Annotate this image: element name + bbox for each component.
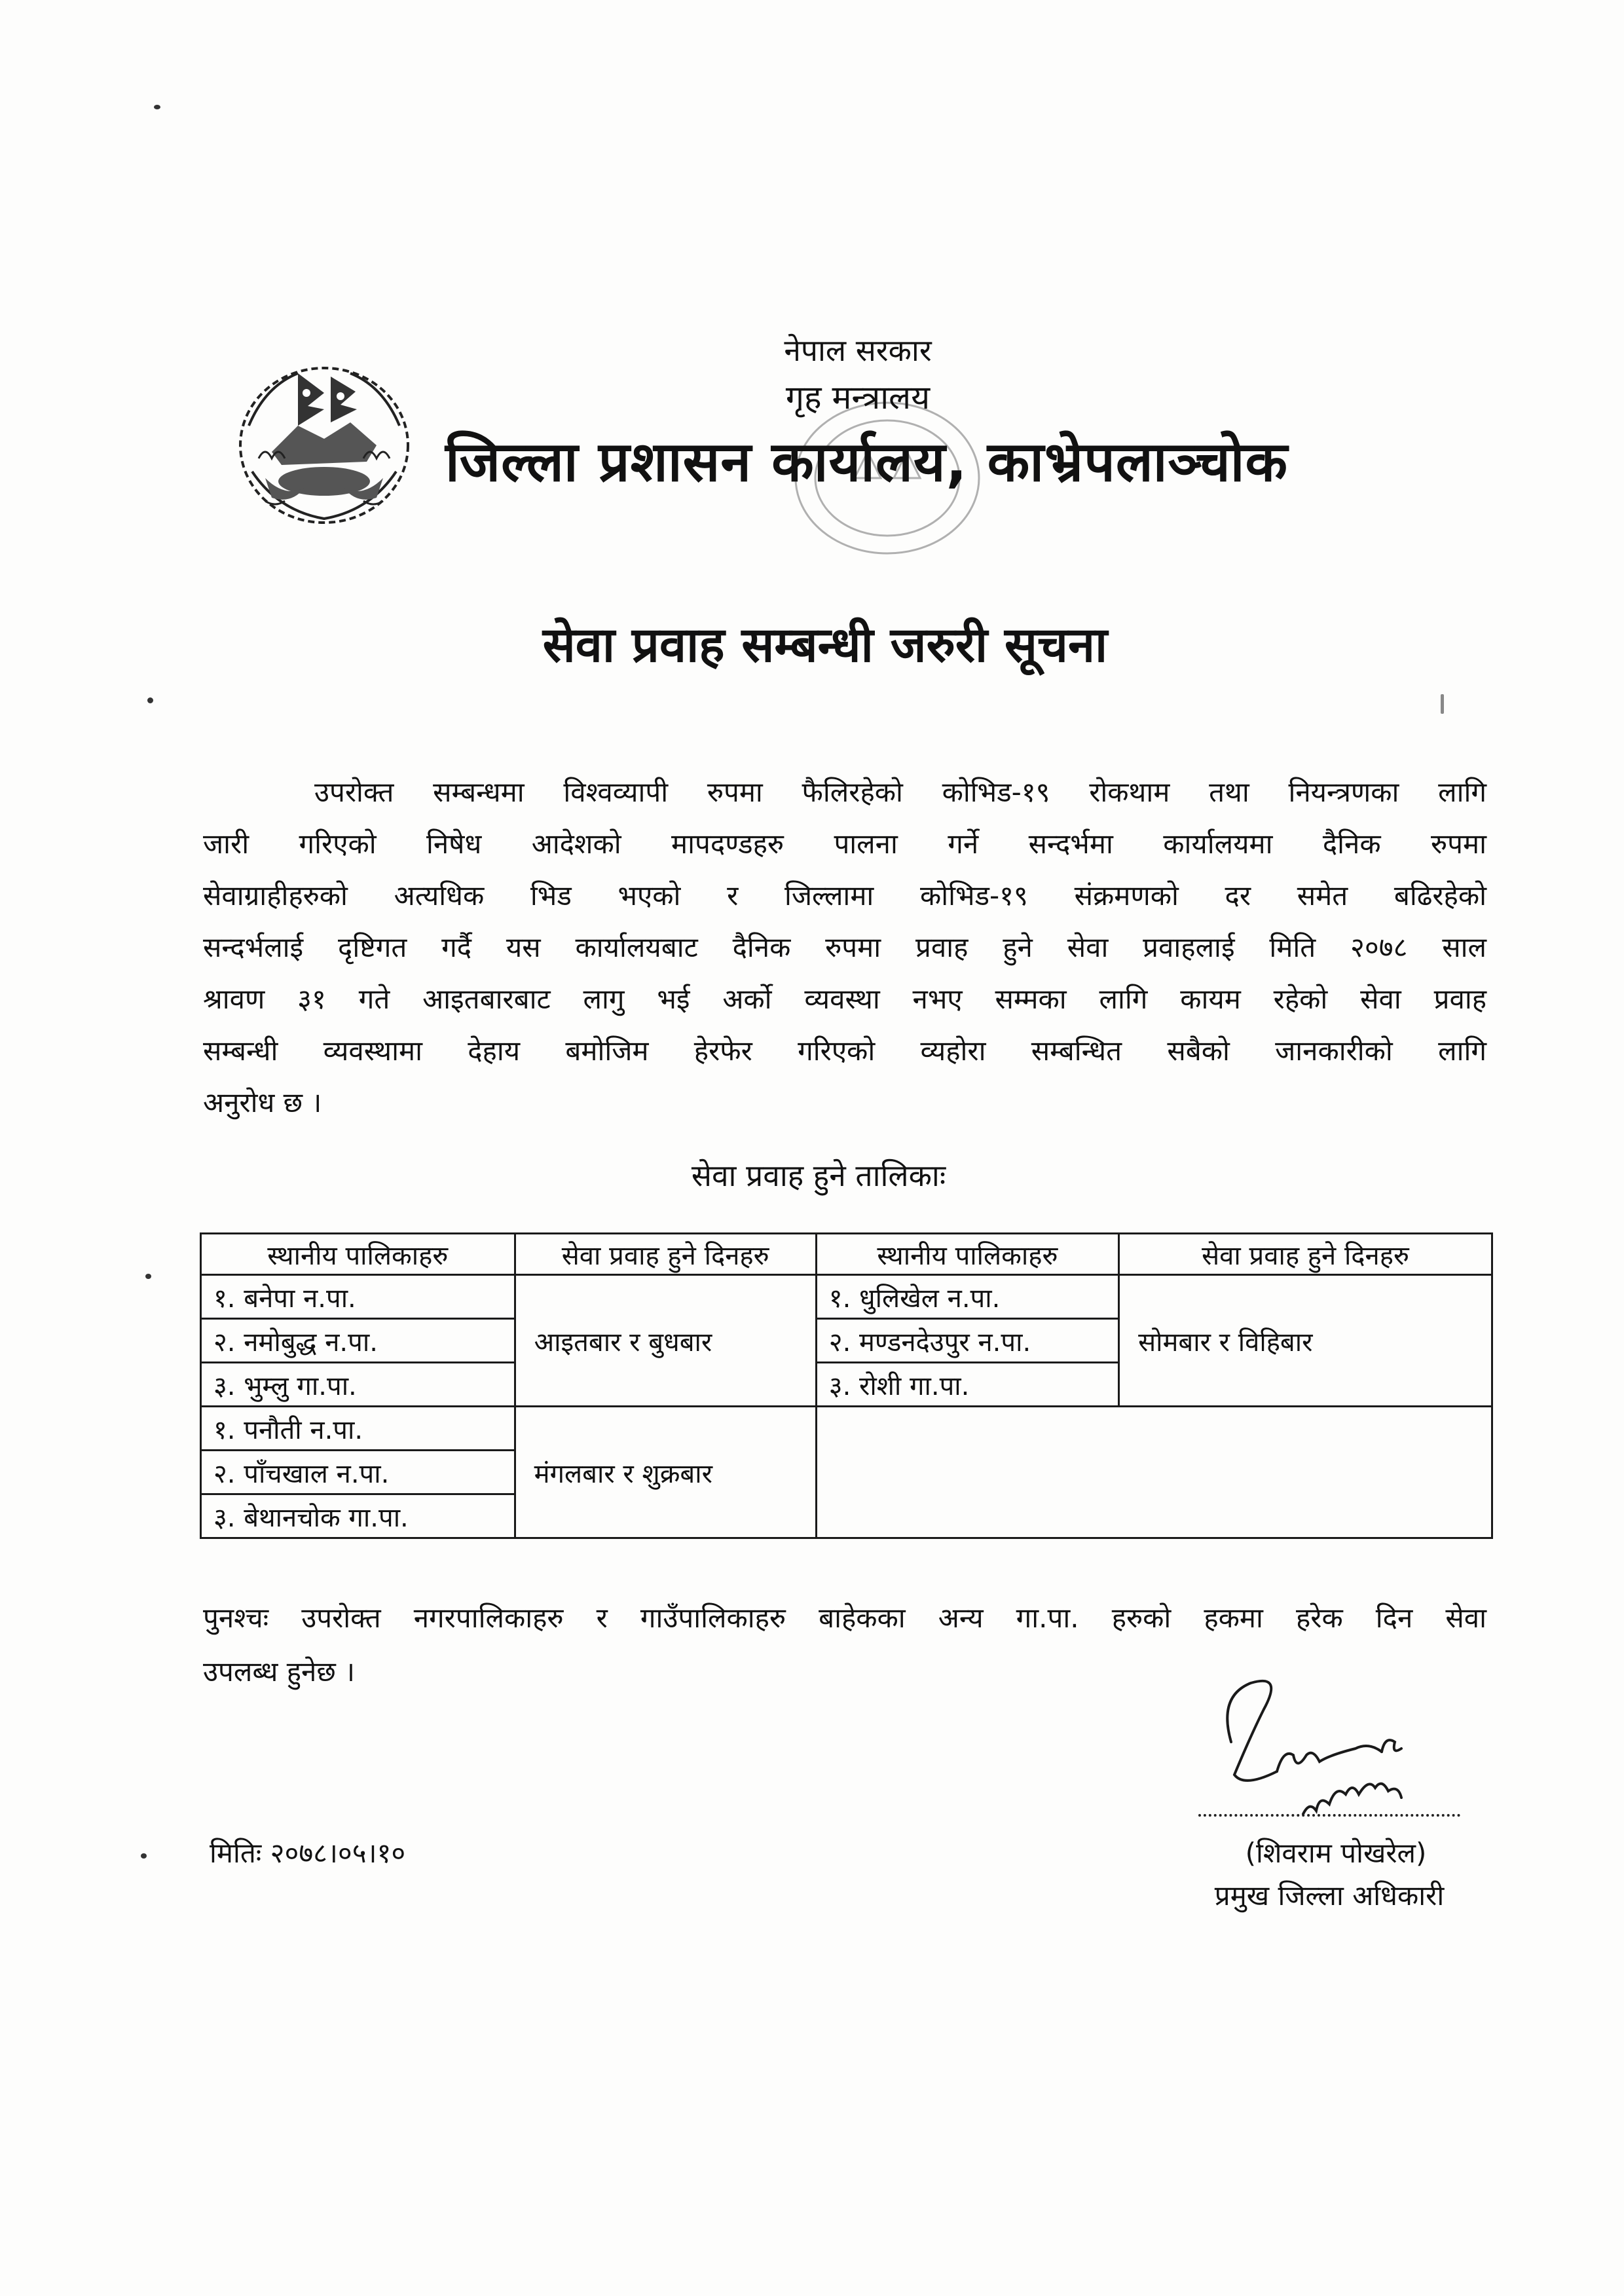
header-municipalities: स्थानीय पालिकाहरु — [201, 1234, 515, 1275]
municipality-cell: २. पाँचखाल न.पा. — [201, 1451, 515, 1494]
ministry-name: गृह मन्त्रालय — [785, 379, 931, 417]
scan-speck — [1441, 694, 1444, 714]
postscript-line: पुनश्चः उपरोक्त नगरपालिकाहरु र गाउँपालिकाहरु बाहेकका अन्य गा.पा. हरुको हकमा हरेक दिन सेवा — [203, 1602, 1486, 1634]
body-line: अनुरोध छ । — [203, 1086, 322, 1119]
header-service-days: सेवा प्रवाह हुने दिनहरु — [1119, 1234, 1492, 1275]
body-line: सेवाग्राहीहरुको अत्यधिक भिड भएको र जिल्लामा कोभिड-१९ संक्रमणको दर समेत बढिरहेको — [203, 880, 1486, 912]
empty-cell — [816, 1407, 1492, 1538]
scan-speck — [141, 1853, 147, 1859]
municipality-cell: ३. बेथानचोक गा.पा. — [201, 1494, 515, 1538]
notice-heading: सेवा प्रवाह सम्बन्धी जरुरी सूचना — [542, 617, 1108, 673]
notice-body — [203, 766, 1486, 1128]
table-row — [201, 1275, 1492, 1319]
government-name: नेपाल सरकार — [784, 333, 932, 368]
office-name: जिल्ला प्रशासन कार्यालय, काभ्रेपलाञ्चोक — [445, 430, 1289, 494]
signatory-name: (शिवराम पोखरेल) — [1245, 1837, 1427, 1869]
municipality-cell: २. नमोबुद्ध न.पा. — [201, 1319, 515, 1363]
body-line: उपरोक्त सम्बन्धमा विश्वव्यापी रुपमा फैलिरहेको कोभिड-१९ रोकथाम तथा नियन्त्रणका लागि — [314, 776, 1486, 808]
handwritten-signature-icon — [1205, 1657, 1480, 1853]
service-days-cell: आइतबार र बुधबार — [515, 1275, 816, 1407]
body-line: जारी गरिएको निषेध आदेशको मापदण्डहरु पालना गर्ने सन्दर्भमा कार्यालयमा दैनिक रुपमा — [203, 828, 1486, 860]
schedule-title: सेवा प्रवाह हुने तालिकाः — [691, 1158, 946, 1193]
municipality-cell: ३. रोशी गा.पा. — [816, 1363, 1118, 1407]
header-service-days: सेवा प्रवाह हुने दिनहरु — [515, 1234, 816, 1275]
municipality-cell: ३. भुम्लु गा.पा. — [201, 1363, 515, 1407]
table-header-row — [201, 1234, 1492, 1275]
municipality-cell: १. धुलिखेल न.पा. — [816, 1275, 1118, 1319]
table-row — [201, 1407, 1492, 1451]
body-line: सम्बन्धी व्यवस्थामा देहाय बमोजिम हेरफेर गरिएको व्यहोरा सम्बन्धित सबैको जानकारीको लागि — [203, 1035, 1486, 1067]
service-days-cell: मंगलबार र शुक्रबार — [515, 1407, 816, 1538]
signatory-title: प्रमुख जिल्ला अधिकारी — [1214, 1879, 1445, 1912]
scan-speck — [154, 105, 160, 109]
schedule-table — [200, 1232, 1493, 1539]
nepal-government-emblem-icon — [226, 347, 422, 530]
municipality-cell: १. बनेपा न.पा. — [201, 1275, 515, 1319]
scan-speck — [145, 1274, 151, 1279]
signature-line — [1198, 1814, 1460, 1817]
body-line: श्रावण ३१ गते आइतबारबाट लागु भई अर्को व्यवस्था नभए सम्मका लागि कायम रहेको सेवा प्रवाह — [203, 983, 1486, 1015]
municipality-cell: २. मण्डनदेउपुर न.पा. — [816, 1319, 1118, 1363]
scan-speck — [147, 697, 153, 703]
service-days-cell: सोमबार र विहिबार — [1119, 1275, 1492, 1407]
postscript-line: उपलब्ध हुनेछ । — [203, 1656, 356, 1688]
body-line: सन्दर्भलाई दृष्टिगत गर्दै यस कार्यालयबाट दैनिक रुपमा प्रवाह हुने सेवा प्रवाहलाई मिति २०७८ साल — [203, 931, 1486, 963]
municipality-cell: १. पनौती न.पा. — [201, 1407, 515, 1451]
header-municipalities: स्थानीय पालिकाहरु — [816, 1234, 1118, 1275]
notice-date: मितिः २०७८।०५।१० — [210, 1837, 406, 1869]
